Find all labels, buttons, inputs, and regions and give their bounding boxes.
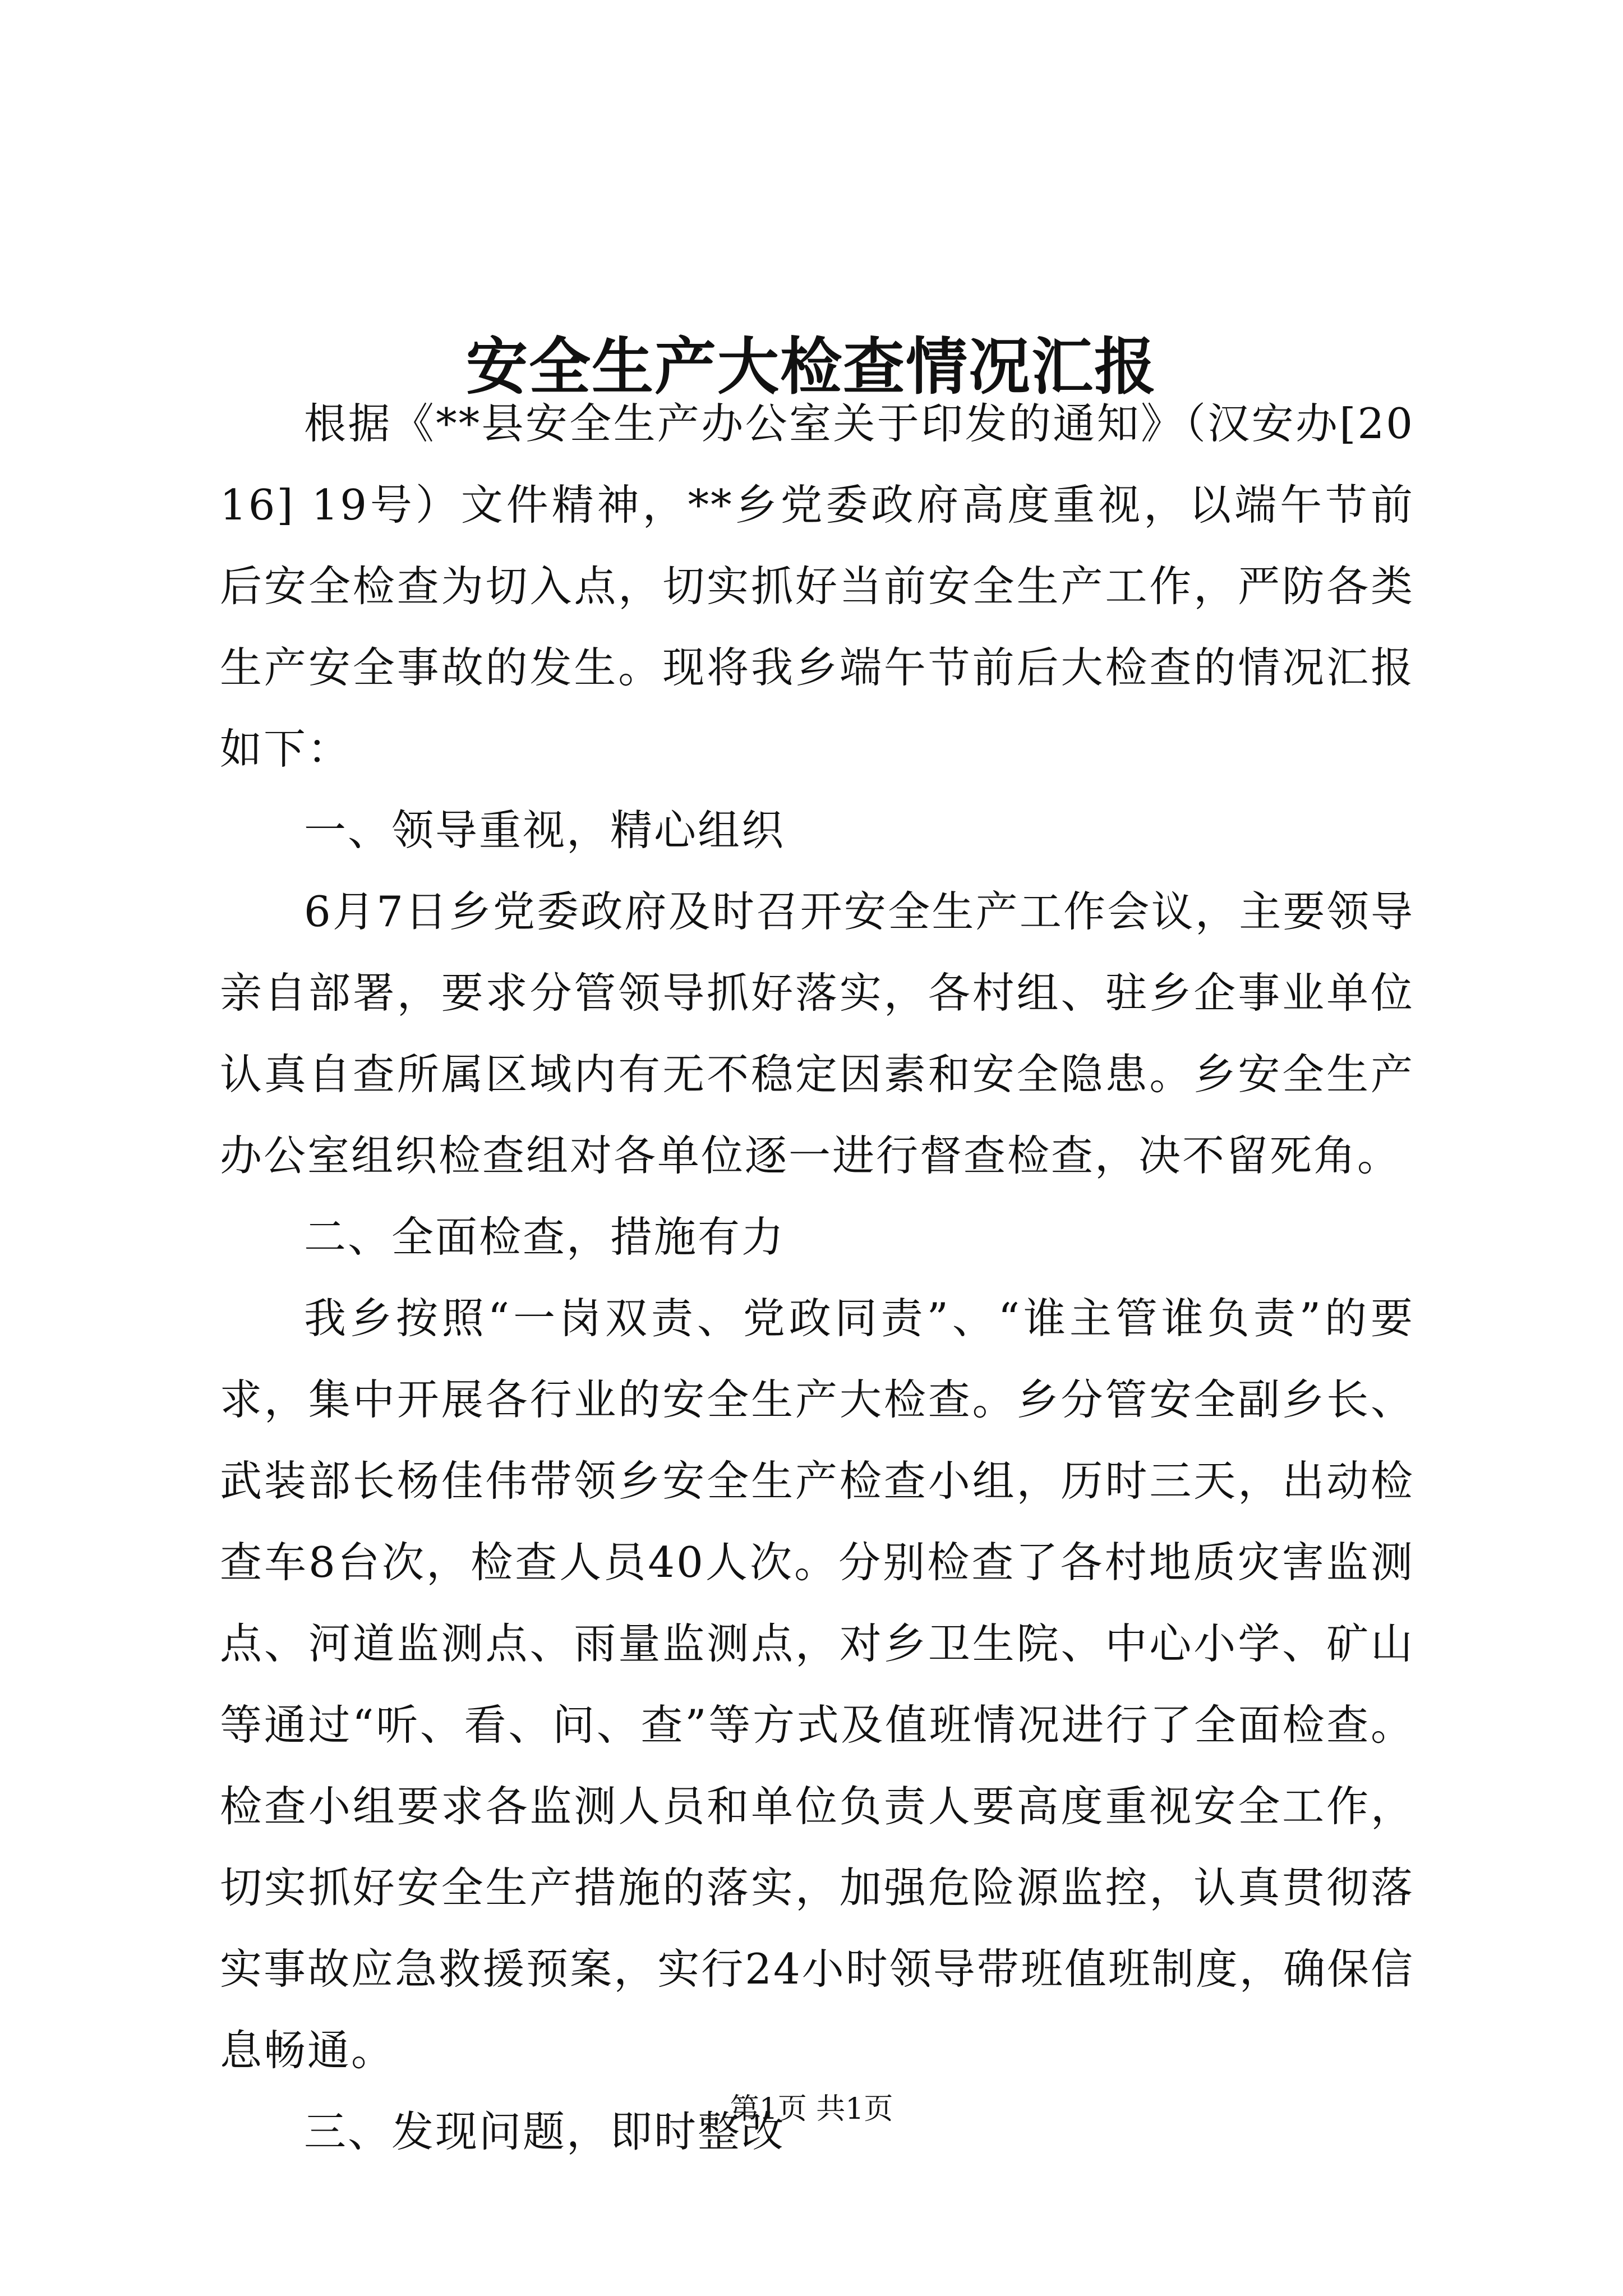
document-body xyxy=(220,383,1414,2173)
page-footer: 第1页 共1页 xyxy=(730,2092,893,2126)
section-2-paragraph: 我乡按照“一岗双责、党政同责”、“谁主管谁负责”的要求，集中开展各行业的安全生产大检查。乡分管安全副乡长、武装部长杨佳伟带领乡安全生产检查小组，历时三天，出动检查车8台次，检查人员40人次。分别检查了各村地质灾害监测点、河道监测点、雨量监测点，对乡卫生院、中心小学、矿山等通过“听、看、问、查”等方式及值班情况进行了全面检查。检查小组要求各监测人员和单位负责人要高度重视安全工作，切实抓好安全生产措施的落实，加强危险源监控，认真贯彻落实事故应急救援预案，实行24小时领导带班值班制度，确保信息畅通。 xyxy=(220,1294,1414,2075)
section-1-paragraph: 6月7日乡党委政府及时召开安全生产工作会议，主要领导亲自部署，要求分管领导抓好落实，各村组、驻乡企事业单位认真自查所属区域内有无不稳定因素和安全隐患。乡安全生产办公室组织检查组对各单位逐一进行督查检查，决不留死角。 xyxy=(220,887,1414,1180)
section-heading-3: 三、发现问题，即时整改 xyxy=(304,2107,786,2156)
section-heading-1: 一、领导重视，精心组织 xyxy=(304,806,786,855)
section-heading-2: 二、全面检查，措施有力 xyxy=(304,1212,786,1262)
intro-paragraph: 根据《**县安全生产办公室关于印发的通知》（汉安办[2016] 19号）文件精神，**乡党委政府高度重视，以端午节前后安全检查为切入点，切实抓好当前安全生产工作，严防各类生产安全事故的发生。现将我乡端午节前后大检查的情况汇报如下： xyxy=(220,399,1414,774)
document-title: 安全生产大检查情况汇报 xyxy=(466,330,1157,403)
